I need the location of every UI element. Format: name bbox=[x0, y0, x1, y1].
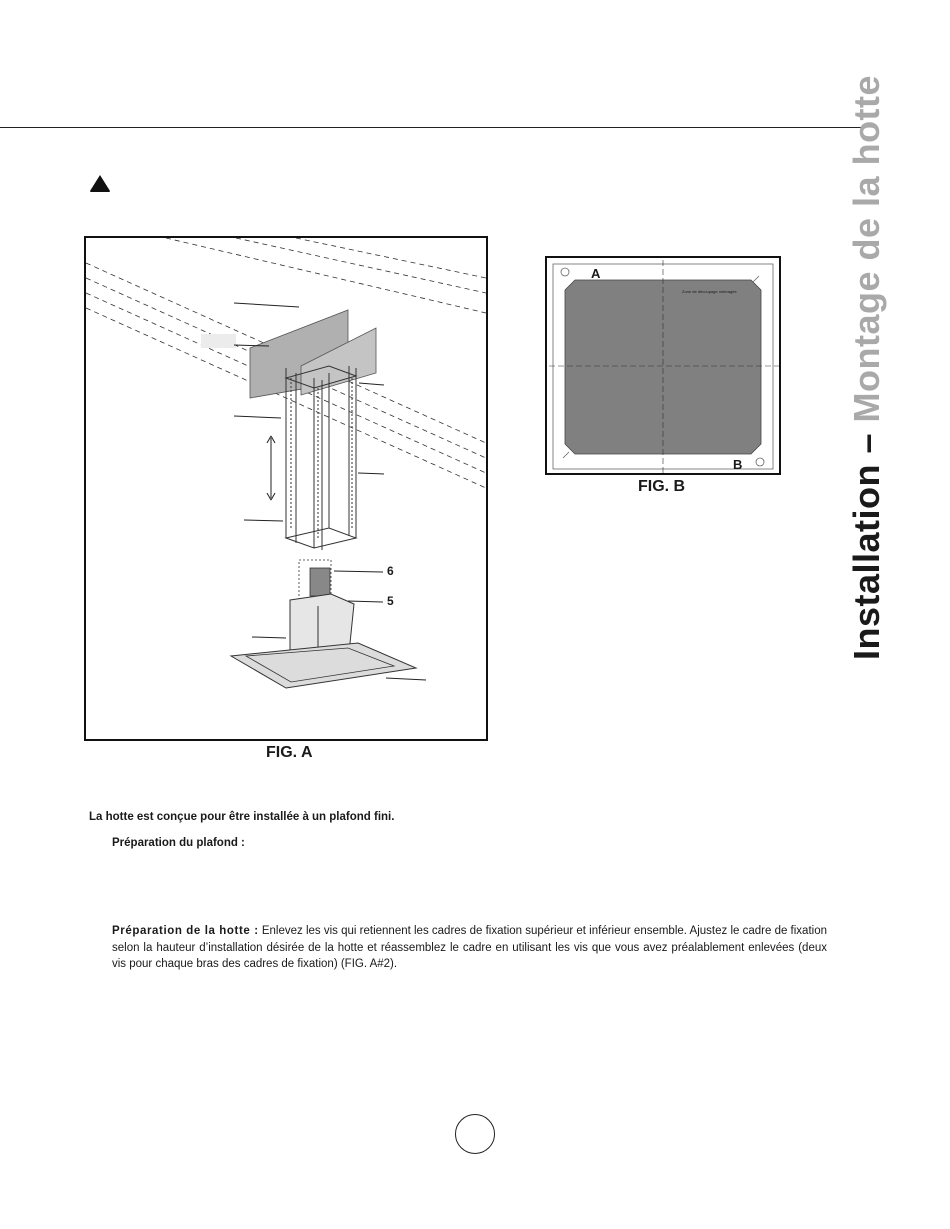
fig-a-caption: FIG. A bbox=[266, 744, 313, 761]
side-section-title bbox=[846, 74, 888, 660]
point-b-label: B bbox=[733, 457, 743, 472]
figure-b bbox=[545, 256, 781, 475]
point-a-label: A bbox=[591, 266, 601, 281]
side-title-accent: Montage de la hotte bbox=[846, 74, 887, 423]
cut-zone-label: Zone de découpage ombragée bbox=[682, 289, 737, 294]
side-title-main: Installation – bbox=[846, 422, 887, 660]
warning-icon bbox=[88, 173, 112, 193]
prep-hood-heading: Préparation de la hotte : bbox=[112, 925, 259, 937]
callout-6: 6 bbox=[387, 564, 394, 578]
prep-ceiling-heading: Préparation du plafond : bbox=[112, 837, 245, 849]
figure-a bbox=[84, 236, 488, 741]
intro-text: La hotte est conçue pour être installée à un plafond fini. bbox=[89, 811, 395, 823]
mounting-template-diagram bbox=[547, 258, 783, 477]
page-number-circle bbox=[455, 1114, 495, 1154]
callout-5: 5 bbox=[387, 594, 394, 608]
fig-b-caption: FIG. B bbox=[638, 478, 686, 495]
prep-hood-body: Enlevez les vis qui retiennent les cadres de fixation supérieur et inférieur ensemble. Ajustez le cadre de fixation selon la hauteur d’installation désirée de la hotte et réassemblez le cadre en utilisant les vis que vous avez préalablement enlevées (deux vis pour chaque bras des cadres de fixation) (FIG. A#2). bbox=[112, 925, 827, 970]
header-rule bbox=[0, 127, 866, 128]
hood-exploded-diagram bbox=[86, 238, 490, 743]
prep-hood-paragraph bbox=[112, 923, 827, 973]
